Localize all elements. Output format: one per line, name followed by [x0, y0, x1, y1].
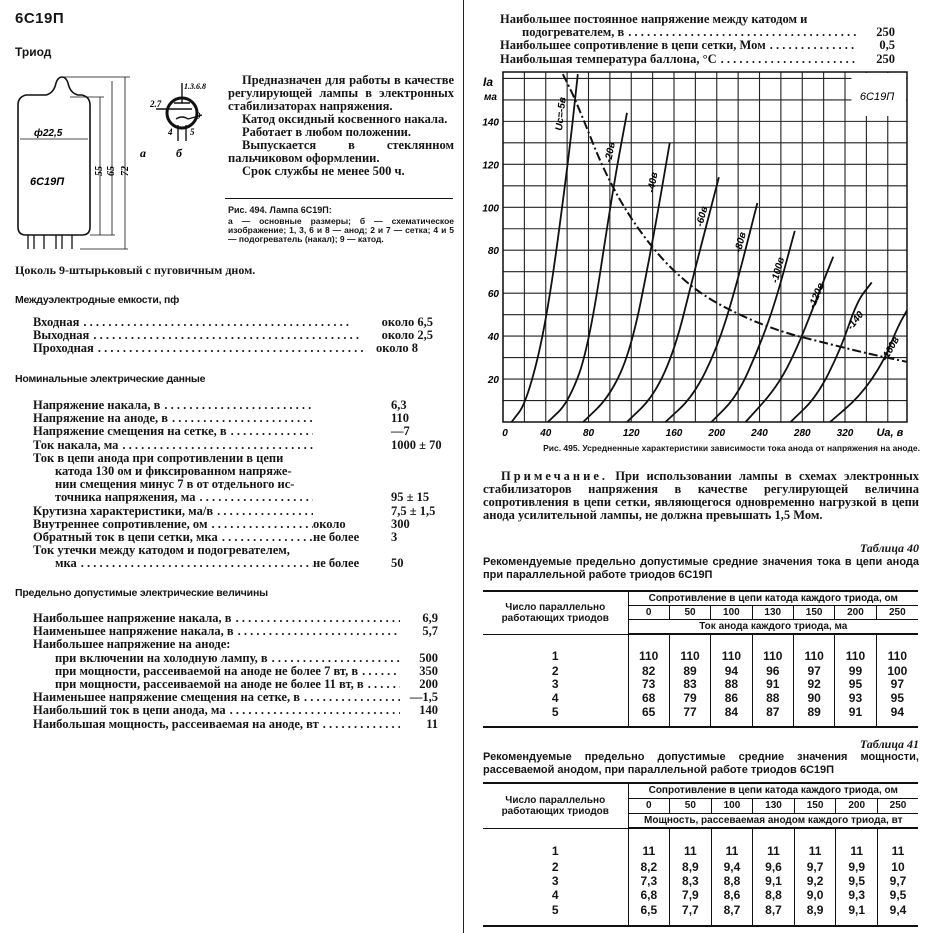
characteristic-curve	[548, 113, 627, 422]
x-axis-label: Ua, в	[876, 427, 904, 439]
figure-caption-text: а — основные размеры; б — схематическое изображение; 1, 3, 6 и 8 — анод; 2 и 7 — сетка; 4 и 5 — подогреватель (накал); 9 — катод.	[228, 216, 454, 244]
table-cell: 110	[628, 634, 669, 665]
table-cell: 9,1	[836, 903, 878, 926]
value: 1000 ± 70	[391, 437, 442, 452]
dim-55: 55	[94, 166, 105, 176]
value-header: Мощность, рассеваемая анодом каждого триода, вт	[628, 813, 918, 828]
table-cell: 83	[669, 679, 710, 692]
value: 6,9	[422, 611, 438, 625]
limit-row: при мощности, рассеиваемой на аноде не более 7 вт, в . . . 350	[33, 665, 438, 678]
value-qualifier: около	[313, 516, 346, 531]
x-tick-label: 0	[502, 428, 508, 439]
table-cell: 9,9	[836, 861, 878, 875]
row-header: Число параллельно работающих триодов	[483, 783, 628, 828]
table-cell: 8,6	[711, 889, 753, 903]
dot-leader	[766, 39, 857, 52]
table-cell: 9,1	[753, 875, 795, 889]
column-group-header: Сопротивление в цепи катода каждого триода, ом	[628, 591, 918, 606]
x-tick-label: 120	[622, 428, 640, 439]
dot-leader	[227, 425, 313, 438]
pin-grid: 2.7	[150, 99, 162, 109]
table-cell: 73	[628, 679, 669, 692]
table-cell: 110	[793, 634, 834, 665]
table-row	[483, 634, 918, 665]
limit-row: Наименьшее напряжение накала, в . . . 5,7	[33, 625, 438, 638]
table-cell: 11	[877, 828, 918, 861]
y-tick-label: 20	[487, 375, 499, 387]
capacitance-row: Входная . . . около 6,5	[33, 316, 433, 329]
nominal-row: Напряжение накала, в . . . 6,3	[33, 399, 453, 412]
table-cell: 97	[793, 665, 834, 678]
label-a: а	[140, 146, 146, 160]
column-divider	[463, 0, 464, 933]
x-tick-label: 80	[582, 428, 595, 439]
nominal-row: Ток в цепи анода при сопротивлении в цепи	[33, 450, 284, 465]
nominal-row: Ток утечки между катодом и подогревателем,	[33, 543, 290, 558]
value-qualifier: не более	[313, 530, 360, 545]
value: 3	[391, 530, 398, 545]
note-text: При использовании лампы в схемах электронных стабилизаторов напряжения в качестве регулирующей величина сопротивления в цепи сетки, являющегося одновременно нагрузкой в цепи анода усилительной лампы, не должна превышать 1,5 Мом.	[483, 469, 920, 522]
dot-leader	[268, 652, 400, 665]
limit-row: при мощности, рассеиваемой на аноде не более 11 вт, в . . . 200	[33, 678, 438, 691]
label-b: б	[176, 146, 182, 160]
table-cell: 68	[628, 692, 669, 705]
table-cell: 11	[628, 828, 670, 861]
table-row	[483, 828, 918, 861]
table-cell: 9,3	[836, 889, 878, 903]
table-cell: 110	[669, 634, 710, 665]
table-row	[483, 679, 918, 692]
value: —1,5	[409, 690, 438, 705]
table-header-row	[483, 591, 918, 606]
x-tick-label: 200	[708, 428, 726, 439]
dot-leader	[232, 612, 400, 625]
table-cell: 7,7	[670, 903, 712, 926]
nominal-row: Внутреннее сопротивление, ом . . . около 300	[33, 518, 453, 531]
dot-leader	[77, 557, 313, 570]
table-cell: 11	[836, 828, 878, 861]
y-tick-label: 100	[482, 203, 499, 215]
capacitances-list	[33, 316, 433, 356]
table-cell: 11	[794, 828, 836, 861]
note-label: Примечание.	[501, 469, 609, 483]
dot-leader	[196, 491, 314, 504]
y-tick-label: 60	[487, 289, 499, 301]
nominal-row: точника напряжения, ма . . . 95 ± 15	[33, 491, 453, 504]
limit-row: при включении на холодную лампу, в . . . 500	[33, 652, 438, 665]
column-header: 130	[752, 606, 793, 620]
value: 11	[426, 716, 438, 731]
pin-heater-5: 5	[190, 127, 195, 137]
dim-72: 72	[120, 166, 131, 176]
value: 95 ± 15	[391, 490, 430, 505]
column-header: 150	[794, 798, 836, 813]
table-cell: 65	[628, 705, 669, 727]
table-cell: 8,9	[670, 861, 712, 875]
table-cell: 8,7	[753, 903, 795, 926]
base-description: Цоколь 9-штырьковый с пуговичным дном.	[15, 263, 256, 277]
table-cell: 89	[793, 705, 834, 727]
nominal-row: катода 130 ом и фиксированном напряже-	[55, 464, 292, 479]
table-cell: 93	[835, 692, 876, 705]
table41-number: Таблица 41	[859, 737, 919, 751]
figure-caption	[228, 206, 454, 244]
limits-continued-list	[500, 13, 895, 66]
value: 50	[391, 556, 404, 571]
limit-row: Наименьшее напряжение смещения на сетке, в . . . —1,5	[33, 691, 438, 704]
dot-leader	[207, 518, 313, 531]
curve-label: -100в	[769, 256, 788, 285]
value: 250	[876, 51, 895, 66]
chart-caption: Рис. 495. Усредненные характеристики зависимости тока анода от напряжения на аноде.	[543, 443, 920, 453]
table-cell: 95	[876, 692, 918, 705]
pin-heater-4: 4	[168, 127, 173, 137]
table-cell: 79	[669, 692, 710, 705]
table-cell: 7,3	[628, 875, 670, 889]
column-header: 50	[670, 798, 712, 813]
column-header: 0	[628, 606, 669, 620]
tube-title: 6С19П	[15, 10, 65, 27]
y-tick-label: 80	[487, 246, 499, 258]
table-cell: 100	[876, 665, 918, 678]
tube-outline	[18, 77, 90, 235]
table-cell: 89	[669, 665, 710, 678]
triode-count: 5	[551, 903, 559, 918]
triode-count: 4	[551, 888, 559, 903]
chart-title: 6С19П	[859, 90, 895, 103]
figure-caption-title: Рис. 494. Лампа 6С19П:	[228, 205, 332, 215]
dot-leader	[213, 505, 313, 518]
curve-label: -40в	[646, 171, 661, 194]
triode-count: 3	[551, 874, 559, 889]
triode-count: 3	[551, 677, 559, 692]
table-cell: 92	[793, 679, 834, 692]
description-paragraph: Катод оксидный косвенного накала.	[242, 112, 448, 126]
value: 5,7	[422, 624, 438, 639]
dot-leader	[160, 399, 313, 412]
table-cell: 99	[835, 665, 876, 678]
triode-count: 5	[551, 704, 559, 719]
curve-label: -60в	[694, 205, 711, 228]
limit-row: Наибольшая температура баллона, °C . . . 250	[500, 53, 895, 66]
triode-count: 1	[551, 844, 559, 859]
table-cell: 8,9	[794, 903, 836, 926]
table-cell: 9,4	[711, 861, 753, 875]
nominal-row: нии смещения минус 7 в от отдельного ис-	[55, 477, 295, 492]
table-row	[483, 692, 918, 705]
table-cell: 91	[835, 705, 876, 727]
dot-leader	[300, 691, 400, 704]
curve-label: -120в	[807, 281, 827, 310]
table-cell: 77	[669, 705, 710, 727]
column-header: 200	[836, 798, 878, 813]
table-cell: 7,9	[670, 889, 712, 903]
value: 110	[391, 411, 410, 426]
column-header: 150	[793, 606, 834, 620]
table-cell: 95	[835, 679, 876, 692]
table-cell: 9,2	[794, 875, 836, 889]
column-header: 0	[628, 798, 670, 813]
nominal-row: Напряжение смещения на сетке, в . . . —7	[33, 425, 453, 438]
table40-title: Рекомендуемые предельно допустимые средние значения тока в цепи анода при параллельной работе триодов 6С19П	[483, 556, 919, 581]
dot-leader	[364, 678, 400, 691]
table-cell: 87	[752, 705, 793, 727]
table-cell: 91	[752, 679, 793, 692]
limits-heading: Предельно допустимые электрические величины	[15, 587, 268, 599]
table-cell: 8,3	[670, 875, 712, 889]
table-row	[483, 861, 918, 875]
pin-cathode: 9	[196, 111, 201, 121]
nominal-row: Крутизна характеристики, ма/в . . . 7,5 ± 1,5	[33, 505, 453, 518]
column-header: 50	[669, 606, 710, 620]
table-cell: 6,5	[628, 903, 670, 926]
limit-row: Наибольшее напряжение на аноде:	[33, 637, 231, 652]
description-paragraph: Работает в любом положении.	[242, 125, 412, 139]
table-cell: 88	[711, 679, 752, 692]
value: 250	[876, 25, 895, 40]
description-paragraph: Выпускается в стеклянном пальчиковом оформлении.	[228, 138, 454, 165]
y-axis-label: Ia	[482, 75, 493, 89]
limits-list	[33, 612, 438, 731]
dot-leader	[358, 665, 400, 678]
column-group-header: Сопротивление в цепи катода каждого триода, ом	[628, 783, 918, 798]
table40	[483, 590, 918, 728]
curve-label: -140	[845, 309, 867, 333]
y-tick-label: 120	[482, 160, 499, 172]
table41	[483, 782, 918, 927]
table-cell: 8,7	[711, 903, 753, 926]
characteristic-curve	[746, 257, 834, 422]
table-cell: 8,2	[628, 861, 670, 875]
triode-count: 2	[551, 860, 559, 875]
tube-pins	[28, 235, 72, 249]
table-cell: 9,5	[877, 889, 918, 903]
table-cell: 11	[711, 828, 753, 861]
triode-count: 2	[551, 664, 559, 679]
x-tick-label: 280	[793, 428, 811, 439]
table-cell: 86	[711, 692, 752, 705]
table40-number: Таблица 40	[859, 541, 919, 555]
dimension-lines	[64, 77, 130, 249]
table-cell: 110	[876, 634, 918, 665]
limit-row: Наибольшее постоянное напряжение между катодом и	[500, 12, 808, 26]
description-paragraph: Срок службы не менее 500 ч.	[242, 164, 405, 178]
caption-divider	[225, 198, 453, 199]
dot-leader	[118, 439, 313, 452]
limit-row: Наибольший ток в цепи анода, ма . . . 140	[33, 704, 438, 717]
curve-label: -160в	[879, 335, 902, 364]
nominal-row: Ток накала, ма . . . 1000 ± 70	[33, 439, 453, 452]
table-cell: 96	[752, 665, 793, 678]
table-cell: 94	[711, 665, 752, 678]
row-header: Число параллельно работающих триодов	[483, 591, 628, 634]
value: 7,5 ± 1,5	[391, 503, 436, 518]
value: 500	[419, 650, 438, 665]
column-header: 250	[877, 798, 918, 813]
anode-characteristics-chart	[470, 60, 930, 445]
dim-65: 65	[106, 166, 117, 176]
triode-count: 1	[551, 649, 559, 664]
value: 140	[419, 703, 438, 718]
y-tick-label: 40	[487, 332, 499, 344]
pin-anode: 1.3.6.8	[184, 82, 206, 91]
table-cell: 9,4	[877, 903, 918, 926]
curve-label: -80в	[733, 231, 749, 254]
y-tick-label: 140	[482, 117, 499, 129]
nominal-list	[33, 399, 453, 571]
y-axis-unit: ма	[484, 92, 497, 103]
table-cell: 8,8	[753, 889, 795, 903]
table-cell: 9,7	[877, 875, 918, 889]
table-cell: 8,8	[711, 875, 753, 889]
description-paragraph: Предназначен для работы в качестве регулирующей лампы в электронных стабилизаторах напряжения.	[228, 73, 454, 113]
dot-leader	[319, 718, 400, 731]
description	[228, 74, 454, 178]
table-row	[483, 903, 918, 926]
table-cell: 11	[670, 828, 712, 861]
x-tick-label: 40	[540, 428, 552, 439]
limit-row: Наибольшее напряжение накала, в . . . 6,9	[33, 612, 438, 625]
table-cell: 110	[835, 634, 876, 665]
column-header: 130	[753, 798, 795, 813]
table-cell: 9,0	[794, 889, 836, 903]
capacitances-heading: Междуэлектродные емкости, пф	[15, 294, 180, 306]
x-tick-label: 240	[751, 428, 768, 439]
column-header: 250	[876, 606, 918, 620]
curve-label: -20в	[603, 141, 618, 164]
table-cell: 94	[876, 705, 918, 727]
nominal-row: Обратный ток в цепи сетки, мка . . . не более 3	[33, 531, 453, 544]
capacitance-row: Выходная . . . около 2,5	[33, 329, 433, 342]
table-cell: 9,7	[794, 861, 836, 875]
value: 350	[419, 663, 438, 678]
table-cell: 11	[753, 828, 795, 861]
column-header: 100	[711, 606, 752, 620]
triode-count: 4	[551, 690, 559, 705]
value: 0,5	[879, 38, 895, 53]
table-header-row	[483, 783, 918, 798]
nominal-row: Напряжение на аноде, в . . . 110	[33, 412, 453, 425]
table-cell: 9,5	[836, 875, 878, 889]
x-tick-label: 160	[665, 428, 683, 439]
table-row	[483, 705, 918, 727]
tube-type: Триод	[15, 45, 52, 59]
nominal-heading: Номинальные электрические данные	[15, 373, 206, 385]
value-qualifier: не более	[313, 556, 360, 571]
table-row	[483, 875, 918, 889]
tube-figure	[10, 75, 220, 255]
table-row	[483, 889, 918, 903]
capacitance-row: Проходная . . . около 8	[33, 342, 433, 355]
curve-label: Uc=-5в	[554, 96, 569, 132]
note	[483, 470, 919, 522]
table-cell: 88	[752, 692, 793, 705]
table41-title: Рекомендуемые предельно допустимые средние значения мощности, рассеваемой анодом, при параллельной работе триодов 6С19П	[483, 751, 919, 776]
table-cell: 84	[711, 705, 752, 727]
value: 6,3	[391, 398, 407, 412]
value-header: Ток анода каждого триода, ма	[628, 620, 918, 635]
table-cell: 82	[628, 665, 669, 678]
table-cell: 110	[752, 634, 793, 665]
limit-row: Наибольшее сопротивление в цепи сетки, Мом . . . 0,5	[500, 39, 895, 52]
table-cell: 90	[793, 692, 834, 705]
nominal-row: мка . . . не более 50	[33, 557, 453, 570]
diameter-label: ф22,5	[34, 128, 63, 139]
table-cell: 9,6	[753, 861, 795, 875]
dot-leader	[234, 625, 400, 638]
limit-row: подогревателем, в . . . 250	[500, 26, 895, 39]
value: —7	[391, 424, 410, 439]
dot-leader	[226, 704, 400, 717]
table-cell: 6,8	[628, 889, 670, 903]
tube-marking: 6С19П	[30, 176, 65, 188]
table-cell: 97	[876, 679, 918, 692]
limit-row: Наибольшая мощность, рассеиваемая на аноде, вт . . . 11	[33, 718, 438, 731]
column-header: 200	[835, 606, 876, 620]
table-cell: 110	[711, 634, 752, 665]
characteristic-curve	[830, 310, 907, 422]
column-header: 100	[711, 798, 753, 813]
table-cell: 10	[877, 861, 918, 875]
characteristic-curve	[512, 74, 578, 422]
value: 300	[391, 516, 410, 531]
value: 200	[419, 677, 438, 692]
x-tick-label: 320	[836, 428, 854, 439]
